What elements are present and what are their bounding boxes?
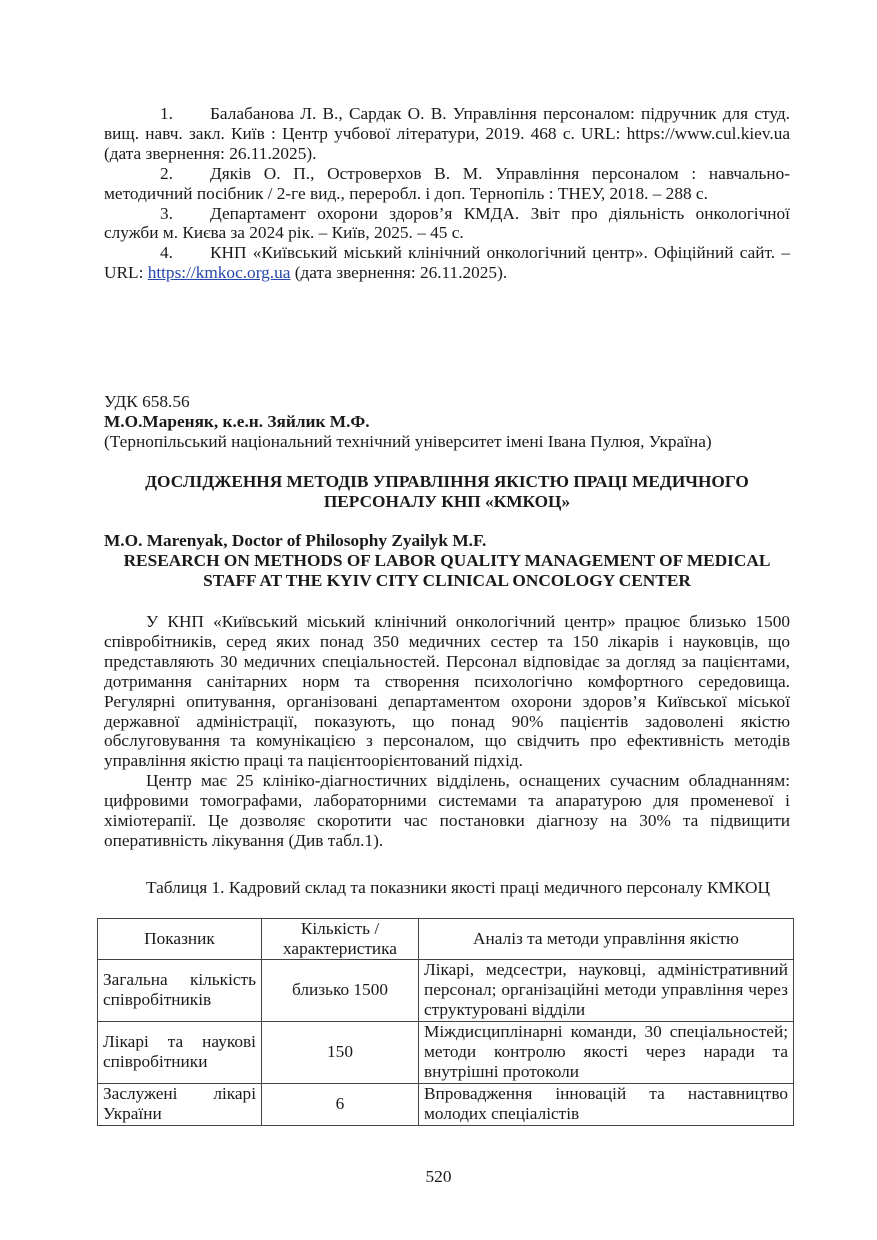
table-caption-text: Таблиця 1. Кадровий склад та показники якості праці медичного персоналу КМКОЦ (146, 878, 770, 897)
reference-number: 3. (160, 203, 173, 223)
reference-link[interactable]: https://kmkoc.org.ua (147, 263, 291, 283)
reference-list (104, 104, 790, 283)
title-en-line: STAFF AT THE KYIV CITY CLINICAL ONCOLOGY CENTER (203, 570, 691, 590)
reference-item (104, 104, 790, 164)
table-cell-value: 150 (262, 1021, 419, 1083)
table-header-cell: Кількість / характеристика (262, 919, 419, 960)
reference-text: Балабанова Л. В., Сардак О. В. Управління персоналом: підручник для студ. вищ. навч. закл. Київ : Центр учбової літератури, 2019. 468 с. URL: https://www.cul.kiev.ua (дата звернення: 26.11.2025). (104, 104, 790, 163)
table-header-row (98, 919, 794, 960)
title-ua-line: ДОСЛІДЖЕННЯ МЕТОДІВ УПРАВЛІННЯ ЯКІСТЮ ПРАЦІ МЕДИЧНОГО (145, 472, 749, 491)
title-en-line: RESEARCH ON METHODS OF LABOR QUALITY MANAGEMENT OF MEDICAL (123, 550, 771, 570)
table-row (98, 959, 794, 1021)
title-ua (104, 472, 790, 512)
reference-number: 1. (160, 104, 173, 123)
reference-text-after: (дата звернення: 26.11.2025). (290, 263, 508, 283)
table-cell-indicator: Лікарі та наукові співробітники (98, 1021, 262, 1083)
body-text (104, 612, 790, 851)
authors-en: M.O. Marenyak, Doctor of Philosophy Zyailyk M.F. (104, 531, 487, 550)
table-cell-indicator: Загальна кількість співробітників (98, 959, 262, 1021)
table-header-cell: Аналіз та методи управління якістю (419, 919, 794, 960)
table-caption (104, 878, 790, 898)
table-cell-analysis: Впровадження інновацій та наставництво молодих спеціалістів (419, 1083, 794, 1125)
affiliation: (Тернопільський національний технічний університет імені Івана Пулюя, Україна) (104, 431, 712, 451)
table-row (98, 1021, 794, 1083)
udk-code: УДК 658.56 (104, 392, 190, 411)
authors-ua: М.О.Мареняк, к.е.н. Зяйлик М.Ф. (104, 411, 370, 431)
page-number: 520 (425, 1167, 452, 1186)
title-ua-line: ПЕРСОНАЛУ КНП «КМКОЦ» (323, 491, 571, 511)
table-header-cell: Показник (98, 919, 262, 960)
table-cell-analysis: Лікарі, медсестри, науковці, адміністративний персонал; організаційні методи управління через структуровані відділи (419, 959, 794, 1021)
article-header (104, 392, 790, 452)
reference-item (104, 204, 790, 244)
table-cell-analysis: Міждисциплінарні команди, 30 спеціальностей; методи контролю якості через наради та внутрішні протоколи (419, 1021, 794, 1083)
reference-text: Департамент охорони здоров’я КМДА. Звіт про діяльність онкологічної служби м. Києва за 2024 рік. – Київ, 2025. – 45 с. (104, 203, 790, 243)
paragraph: У КНП «Київський міський клінічний онкологічний центр» працює близько 1500 співробітників, серед яких понад 350 медичних сестер та 150 лікарів і науковців, що представляють 30 медичних спеціальностей. Персонал відповідає за догляд за пацієнтами, дотримання санітарних норм та створення психологічно комфортного середовища. Регулярні опитування, організовані департаментом охорони здоров’я Київської міської державної адміністрації, показують, що понад 90% пацієнтів задоволені якістю обслуговування та комунікацією з персоналом, що свідчить про ефективність методів управління якістю праці та пацієнтоорієнтований підхід. (104, 612, 790, 771)
reference-number: 4. (160, 243, 173, 263)
reference-text: Дяків О. П., Островерхов В. М. Управління персоналом : навчально-методичний посібник / 2-ге вид., переробл. і доп. Тернопіль : ТНЕУ, 2018. – 288 с. (104, 163, 790, 203)
table-cell-value: 6 (262, 1083, 419, 1125)
english-header (104, 531, 790, 591)
reference-item (104, 164, 790, 204)
paragraph: Центр має 25 клініко-діагностичних відділень, оснащених сучасним обладнанням: цифровими томографами, лабораторними системами та апаратурою для променевої і хіміотерапії. Це дозволяє скоротити час постановки діагнозу на 30% та підвищити оперативність лікування (Див табл.1). (104, 771, 790, 850)
table-row (98, 1083, 794, 1125)
table-cell-value: близько 1500 (262, 959, 419, 1021)
table-cell-indicator: Заслужені лікарі України (98, 1083, 262, 1125)
reference-item (104, 243, 790, 283)
staff-quality-table (97, 918, 794, 1126)
reference-number: 2. (160, 163, 173, 183)
reference-text: КНП «Київський міський клінічний онкологічний центр». Офіційний сайт. – URL: (104, 243, 790, 283)
